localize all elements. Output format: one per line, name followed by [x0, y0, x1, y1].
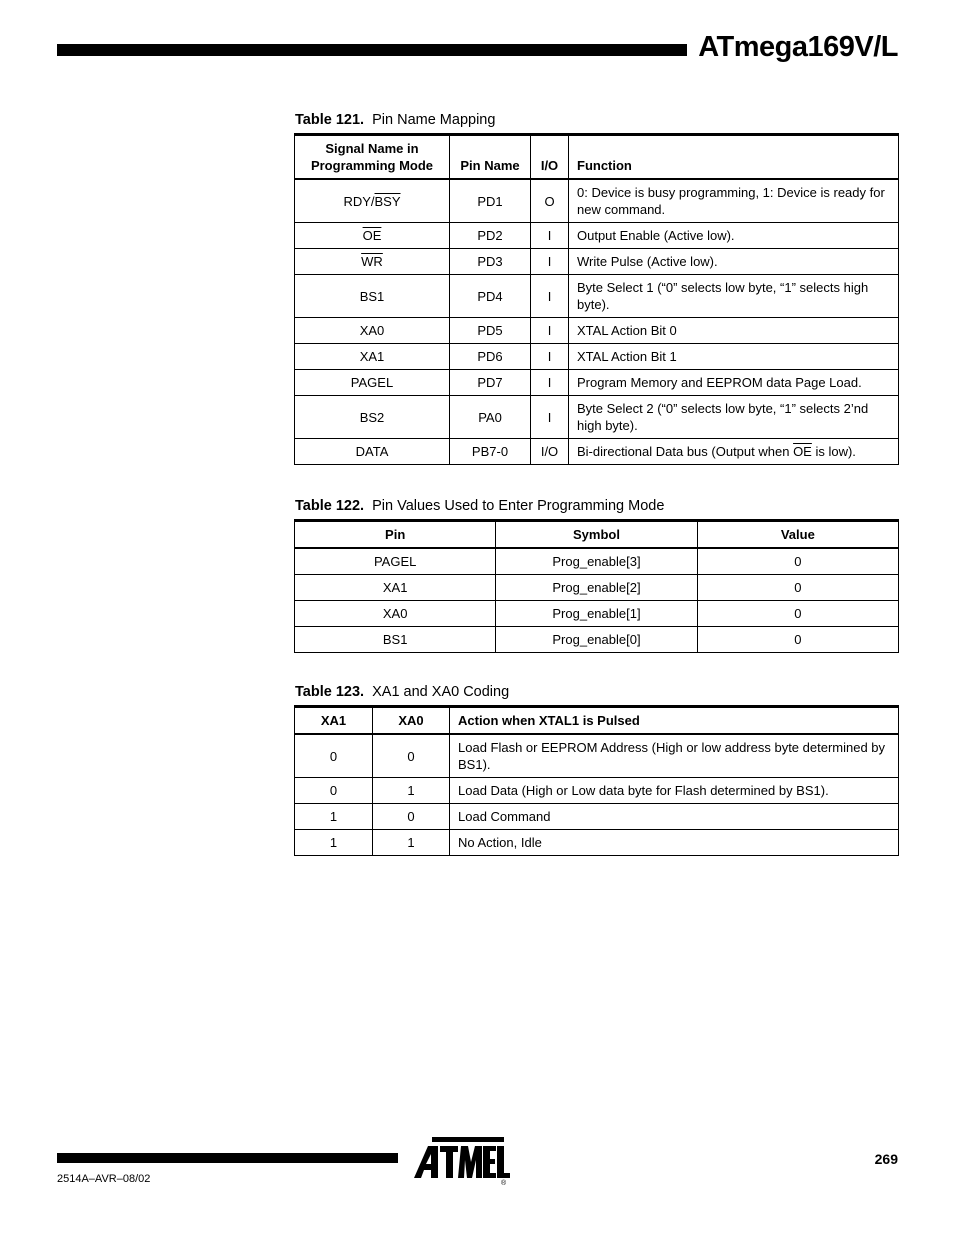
io-cell: I	[531, 370, 569, 396]
table-row	[295, 344, 899, 370]
symbol-cell: Prog_enable[0]	[496, 627, 697, 653]
xa0-cell: 0	[373, 734, 450, 778]
value-cell: 0	[697, 601, 898, 627]
table-header-row	[295, 521, 899, 549]
io-cell: I	[531, 249, 569, 275]
table-122-title: Pin Values Used to Enter Programming Mode	[372, 498, 665, 514]
table-121-number: Table 121.	[295, 112, 365, 128]
xa0-cell: 1	[373, 778, 450, 804]
table-header-row	[295, 135, 899, 180]
pin-cell: BS1	[295, 627, 496, 653]
table-row	[295, 318, 899, 344]
table-row	[295, 734, 899, 778]
xa0-cell: 1	[373, 830, 450, 856]
action-cell: Load Command	[450, 804, 899, 830]
symbol-cell: Prog_enable[2]	[496, 575, 697, 601]
io-cell: I	[531, 223, 569, 249]
function-cell: Bi-directional Data bus (Output when $\overline{OE}$ is low).	[569, 439, 899, 465]
table-row	[295, 179, 899, 223]
header-rule	[57, 44, 687, 56]
function-cell: Program Memory and EEPROM data Page Load.	[569, 370, 899, 396]
function-cell: Byte Select 1 (“0” selects low byte, “1” selects high byte).	[569, 275, 899, 318]
table-122-caption	[295, 497, 664, 515]
footer-rule	[57, 1153, 398, 1163]
xa1-cell: 1	[295, 830, 373, 856]
header-xa1: XA1	[295, 707, 373, 735]
function-cell: XTAL Action Bit 0	[569, 318, 899, 344]
io-cell: I	[531, 396, 569, 439]
registered-mark: ®	[501, 1180, 507, 1186]
header-pin: Pin	[295, 521, 496, 549]
pin-cell: PD6	[450, 344, 531, 370]
pin-values-table	[294, 519, 899, 653]
pin-cell: XA0	[295, 601, 496, 627]
signal-cell: XA1	[295, 344, 450, 370]
symbol-cell: Prog_enable[1]	[496, 601, 697, 627]
pin-cell: PB7-0	[450, 439, 531, 465]
table-row	[295, 804, 899, 830]
pin-cell: PD3	[450, 249, 531, 275]
table-121-caption	[295, 111, 495, 129]
pin-cell: PAGEL	[295, 548, 496, 575]
pin-cell: PD4	[450, 275, 531, 318]
table-row	[295, 396, 899, 439]
signal-cell: $\overline{WR}$	[295, 249, 450, 275]
action-cell: Load Data (High or Low data byte for Flash determined by BS1).	[450, 778, 899, 804]
table-123-number: Table 123.	[295, 684, 365, 700]
table-row	[295, 275, 899, 318]
header-io: I/O	[531, 135, 569, 180]
function-cell: Write Pulse (Active low).	[569, 249, 899, 275]
function-cell: XTAL Action Bit 1	[569, 344, 899, 370]
xa0-cell: 0	[373, 804, 450, 830]
table-row	[295, 439, 899, 465]
io-cell: I	[531, 318, 569, 344]
pin-cell: PA0	[450, 396, 531, 439]
signal-cell: XA0	[295, 318, 450, 344]
signal-cell: $\overline{OE}$	[295, 223, 450, 249]
table-row	[295, 548, 899, 575]
table-row	[295, 223, 899, 249]
table-row	[295, 601, 899, 627]
header-pin-name: Pin Name	[450, 135, 531, 180]
header-symbol: Symbol	[496, 521, 697, 549]
table-row	[295, 830, 899, 856]
table-row	[295, 575, 899, 601]
atmel-logo-icon	[410, 1134, 512, 1186]
header-action: Action when XTAL1 is Pulsed	[450, 707, 899, 735]
symbol-cell: Prog_enable[3]	[496, 548, 697, 575]
pin-cell: XA1	[295, 575, 496, 601]
signal-cell: RDY/$\overline{BSY}$	[295, 179, 450, 223]
document-title: ATmega169V/L	[698, 31, 898, 63]
pin-cell: PD1	[450, 179, 531, 223]
table-header-row	[295, 707, 899, 735]
table-row	[295, 627, 899, 653]
action-cell: No Action, Idle	[450, 830, 899, 856]
xa1-cell: 0	[295, 734, 373, 778]
table-row	[295, 249, 899, 275]
signal-cell: PAGEL	[295, 370, 450, 396]
signal-cell: BS2	[295, 396, 450, 439]
table-123-caption	[295, 683, 509, 701]
table-row	[295, 370, 899, 396]
table-123-title: XA1 and XA0 Coding	[372, 684, 510, 700]
value-cell: 0	[697, 575, 898, 601]
function-cell: 0: Device is busy programming, 1: Device is ready for new command.	[569, 179, 899, 223]
pin-cell: PD2	[450, 223, 531, 249]
pin-name-mapping-table	[294, 133, 899, 465]
xa1-cell: 0	[295, 778, 373, 804]
page-number: 269	[874, 1151, 898, 1167]
xa-coding-table	[294, 705, 899, 856]
xa1-cell: 1	[295, 804, 373, 830]
pin-cell: PD7	[450, 370, 531, 396]
io-cell: I/O	[531, 439, 569, 465]
function-cell: Byte Select 2 (“0” selects low byte, “1” selects 2’nd high byte).	[569, 396, 899, 439]
header-xa0: XA0	[373, 707, 450, 735]
header-signal-name: Signal Name in Programming Mode	[295, 135, 450, 180]
signal-cell: DATA	[295, 439, 450, 465]
function-cell: Output Enable (Active low).	[569, 223, 899, 249]
header-function: Function	[569, 135, 899, 180]
io-cell: I	[531, 344, 569, 370]
io-cell: I	[531, 275, 569, 318]
action-cell: Load Flash or EEPROM Address (High or low address byte determined by BS1).	[450, 734, 899, 778]
signal-cell: BS1	[295, 275, 450, 318]
value-cell: 0	[697, 627, 898, 653]
io-cell: O	[531, 179, 569, 223]
table-122-number: Table 122.	[295, 498, 365, 514]
header-value: Value	[697, 521, 898, 549]
pin-cell: PD5	[450, 318, 531, 344]
document-code: 2514A–AVR–08/02	[57, 1173, 151, 1185]
table-121-title: Pin Name Mapping	[372, 112, 496, 128]
value-cell: 0	[697, 548, 898, 575]
table-row	[295, 778, 899, 804]
